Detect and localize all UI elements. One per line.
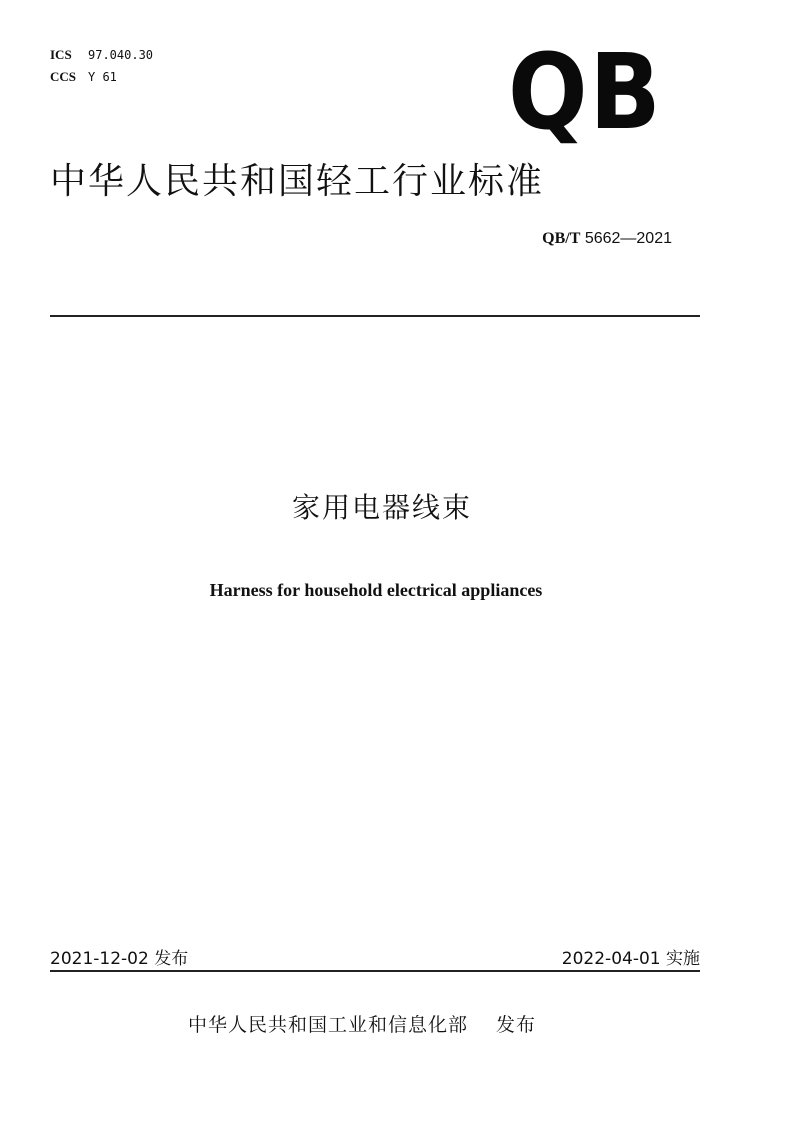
issuing-authority <box>188 1010 536 1037</box>
top-divider <box>50 315 700 317</box>
classification-codes <box>50 44 153 88</box>
qb-logo: QB <box>508 31 663 153</box>
ccs-label: CCS <box>50 69 77 84</box>
bottom-divider <box>50 970 700 972</box>
implement-date: 2022-04-01 实施 <box>561 949 700 969</box>
publish-date: 2021-12-02 发布 <box>50 949 189 969</box>
ccs-value: Y 61 <box>88 70 117 84</box>
standard-number <box>542 230 672 248</box>
issuer-action: 发布 <box>496 1014 537 1036</box>
issuer-name: 中华人民共和国工业和信息化部 <box>188 1014 469 1036</box>
document-title-cn: 家用电器线束 <box>291 491 472 524</box>
standard-number-value: 5662—2021 <box>584 230 672 247</box>
standard-category-title: 中华人民共和国轻工行业标准 <box>50 161 545 202</box>
ics-row <box>50 44 153 66</box>
ics-label: ICS <box>50 47 72 62</box>
standard-number-prefix: QB/T <box>542 230 581 247</box>
ccs-row <box>50 66 153 88</box>
document-title-en: Harness for household electrical appliances <box>209 580 543 600</box>
ics-value: 97.040.30 <box>88 48 154 62</box>
